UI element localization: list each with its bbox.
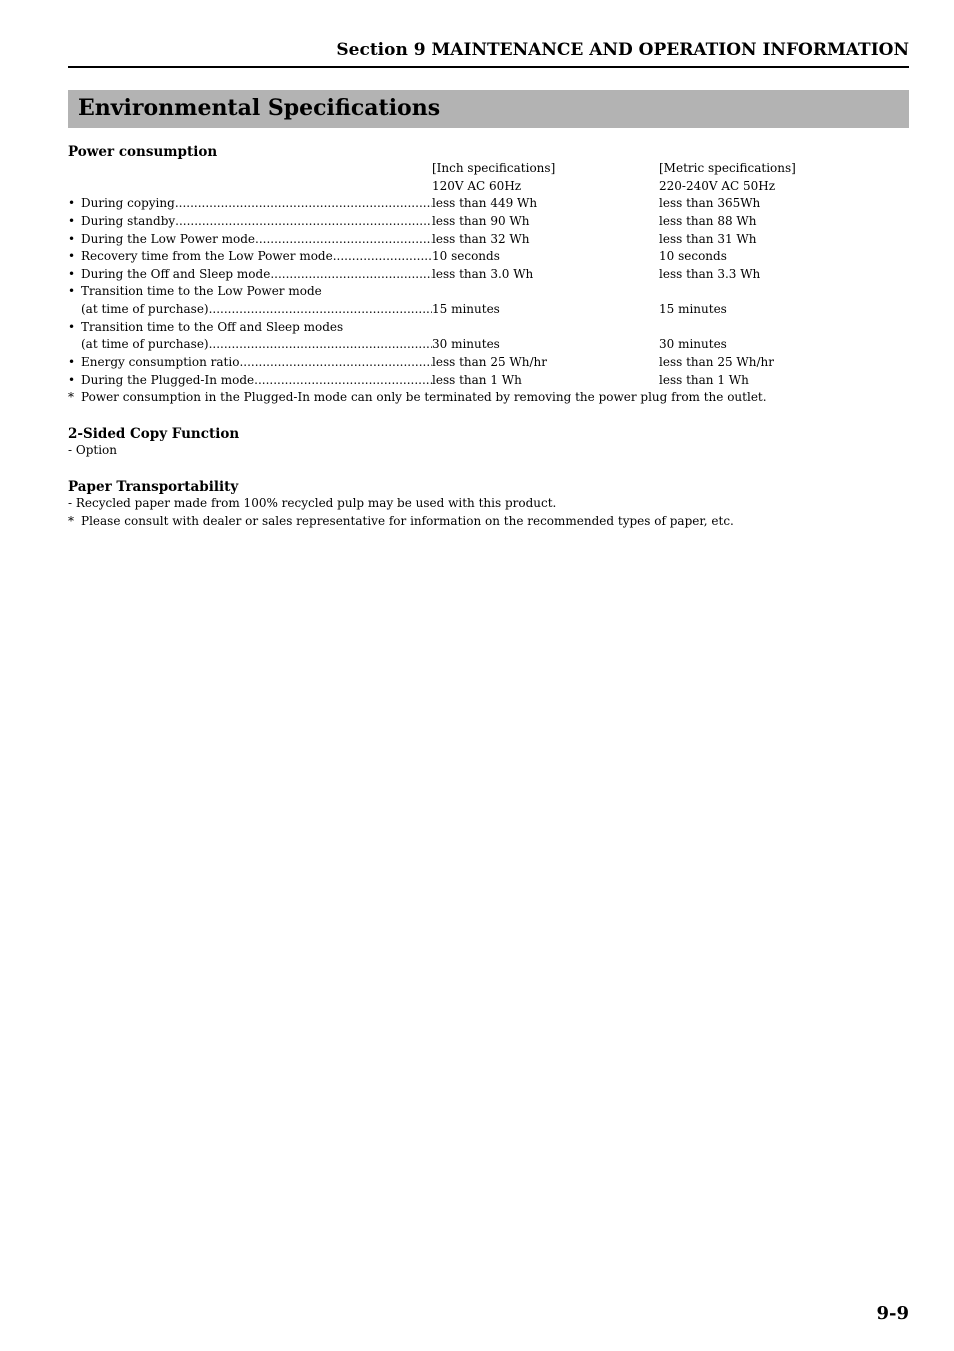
spec-label: During the Plugged-In mode ..... [81,373,432,388]
page-number: 9-9 [876,1303,909,1324]
inch-value: less than 1 Wh [432,373,522,387]
metric-value: less than 365Wh [659,196,761,210]
spec-row [68,337,909,353]
inch-value: 10 seconds [432,249,500,263]
inch-column-header: [Inch specifications] [432,161,556,175]
spec-label: During copying ..... [81,196,432,211]
spec-row [68,373,909,389]
spec-row [68,284,909,300]
inch-value: less than 90 Wh [432,214,530,228]
spec-row [68,232,909,248]
spec-label: Transition time to the Off and Sleep modes [81,320,344,334]
header-rule [68,66,909,68]
bullet: • [68,267,76,281]
spec-row [68,214,909,230]
power-note [68,390,909,406]
page-title: Environmental Specifications [78,95,441,121]
inch-value: 30 minutes [432,337,500,351]
bullet: • [68,284,76,298]
spec-row [68,196,909,212]
inch-value: less than 32 Wh [432,232,530,246]
inch-value: less than 3.0 Wh [432,267,534,281]
duplex-text: - Option [68,443,118,457]
bullet: • [68,320,76,334]
paper-note [68,514,909,530]
metric-value: less than 3.3 Wh [659,267,761,281]
spec-label: Transition time to the Low Power mode [81,284,322,298]
metric-value: 30 minutes [659,337,727,351]
bullet: • [68,214,76,228]
metric-value: less than 25 Wh/hr [659,355,774,369]
title-band [68,90,909,128]
spec-label: (at time of purchase) ..... [81,337,432,352]
duplex-heading: 2-Sided Copy Function [68,426,240,442]
power-heading: Power consumption [68,144,218,160]
bullet: • [68,249,76,263]
spec-row [68,249,909,265]
metric-value: less than 88 Wh [659,214,757,228]
spec-label: During standby ..... [81,214,432,229]
inch-value: 15 minutes [432,302,500,316]
spec-row [68,320,909,336]
spec-label: Energy consumption ratio ..... [81,355,432,370]
inch-value: less than 25 Wh/hr [432,355,547,369]
spec-label: Recovery time from the Low Power mode ..... [81,249,432,264]
note-mark: * [68,514,74,528]
note-mark: * [68,390,74,404]
metric-value: less than 1 Wh [659,373,749,387]
note-text: Power consumption in the Plugged-In mode can only be terminated by removing the power plug from the outlet. [81,390,767,404]
inch-value: less than 449 Wh [432,196,538,210]
spec-row [68,355,909,371]
bullet: • [68,232,76,246]
spec-label: (at time of purchase) ..... [81,302,432,317]
paper-heading: Paper Transportability [68,479,239,495]
spec-label: During the Low Power mode ..... [81,232,432,247]
metric-value: 10 seconds [659,249,727,263]
metric-voltage: 220-240V AC 50Hz [659,179,776,193]
bullet: • [68,373,76,387]
spec-label: During the Off and Sleep mode ..... [81,267,432,282]
metric-value: 15 minutes [659,302,727,316]
bullet: • [68,196,76,210]
paper-text: - Recycled paper made from 100% recycled pulp may be used with this product. [68,496,557,510]
section-header: Section 9 MAINTENANCE AND OPERATION INFORMATION [336,40,909,60]
note-text: Please consult with dealer or sales representative for information on the recommended types of paper, etc. [81,514,734,528]
bullet: • [68,355,76,369]
spec-row [68,267,909,283]
inch-voltage: 120V AC 60Hz [432,179,522,193]
spec-row [68,302,909,318]
metric-value: less than 31 Wh [659,232,757,246]
metric-column-header: [Metric specifications] [659,161,796,175]
